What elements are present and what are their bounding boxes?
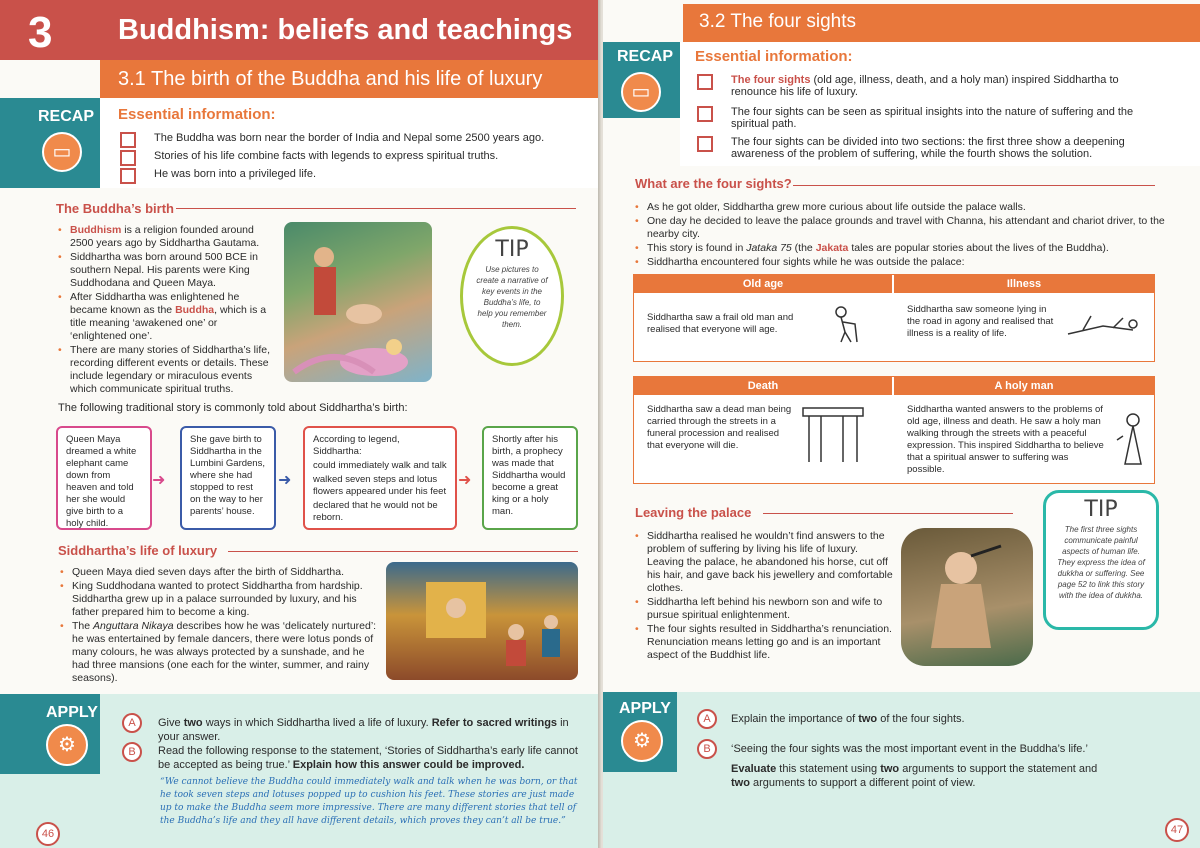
divider bbox=[793, 185, 1155, 186]
book-icon: ▭ bbox=[621, 72, 661, 112]
question-b: Read the following response to the statement, ‘Stories of Siddhartha’s early life cannot be accepted as being true.’ Explain how this answer could be improved. bbox=[158, 745, 578, 771]
arrow-icon: ➜ bbox=[152, 472, 166, 489]
recap-label: RECAP bbox=[617, 48, 674, 65]
divider bbox=[763, 513, 1013, 514]
sight-title: Illness bbox=[894, 275, 1154, 293]
tip-title: TIP bbox=[495, 237, 529, 262]
sight-title: Old age bbox=[634, 275, 892, 293]
four-sights-bullets bbox=[635, 201, 1175, 270]
renunciation-painting bbox=[901, 528, 1033, 666]
tip-text: The first three sights communicate painful aspects of human life. They express the idea of dukkha or suffering. See page 52 to link this story with the idea of dukkha. bbox=[1057, 525, 1145, 600]
gear-icon: ⚙ bbox=[46, 724, 88, 766]
funeral-icon bbox=[799, 402, 869, 466]
checkbox[interactable] bbox=[697, 136, 713, 152]
list-item: • This story is found in Jataka 75 (the Jakata tales are popular stories about the lives of the Buddha). bbox=[635, 242, 1175, 255]
birth-scene-illustration bbox=[284, 222, 432, 382]
essential-item: The four sights can be divided into two sections: the first three show a deepening awareness of the problem of suffering, while the fourth shows the solution. bbox=[697, 136, 1167, 160]
sick-person-icon bbox=[1063, 304, 1143, 344]
list-item: • There are many stories of Siddhartha’s life, recording different events or details. These include legendary or miraculous events which communicate spiritual truths. bbox=[58, 344, 273, 396]
checkbox[interactable] bbox=[120, 168, 136, 184]
palace-scene-illustration bbox=[386, 562, 578, 680]
essential-heading: Essential information: bbox=[695, 48, 853, 65]
buddha-birth-painting bbox=[284, 222, 432, 382]
page-number: 47 bbox=[1165, 818, 1189, 842]
recap-label: RECAP bbox=[38, 108, 95, 125]
list-item: • Siddhartha left behind his newborn son and wife to pursue spiritual enlightenment. bbox=[635, 596, 897, 622]
question-a-badge: A bbox=[697, 709, 717, 729]
essential-item: He was born into a privileged life. bbox=[120, 168, 580, 184]
chapter-title: Buddhism: beliefs and teachings bbox=[118, 14, 573, 46]
palace-painting bbox=[386, 562, 578, 680]
tip-text: Use pictures to create a narrative of key events in the Buddha’s life, to help you remember them. bbox=[476, 265, 548, 329]
question-a: Explain the importance of two of the four sights. bbox=[731, 713, 965, 725]
sight-title: A holy man bbox=[894, 377, 1154, 395]
sight-title: Death bbox=[634, 377, 892, 395]
book-icon: ▭ bbox=[42, 132, 82, 172]
question-a: Give two ways in which Siddhartha lived a life of luxury. Refer to sacred writings in your answer. bbox=[158, 717, 569, 743]
right-page bbox=[603, 0, 1200, 848]
essential-item: The Buddha was born near the border of India and Nepal some 2500 years ago. bbox=[120, 132, 580, 148]
legend-box: According to legend, Siddhartha: could immediately walk and talk walked seven steps and lotus flowers appeared under his feet declared that he would not be reborn. bbox=[303, 426, 457, 530]
page-number: 46 bbox=[36, 822, 60, 846]
sight-description: Siddhartha saw a dead man being carried through the streets in a funeral procession and realised that everyone will die. bbox=[647, 404, 792, 451]
divider bbox=[228, 551, 578, 552]
question-a-badge: A bbox=[122, 713, 142, 733]
story-intro: The following traditional story is commonly told about Siddhartha’s birth: bbox=[58, 402, 408, 414]
old-man-icon bbox=[829, 304, 869, 344]
checkbox[interactable] bbox=[120, 150, 136, 166]
divider bbox=[176, 208, 576, 209]
four-sights-heading: What are the four sights? bbox=[635, 176, 792, 191]
question-b-badge: B bbox=[697, 739, 717, 759]
sight-description: Siddhartha wanted answers to the problems of old age, illness and death. He saw a holy man walking through the streets with a peaceful expression. This inspired Siddhartha to believe that a spiritual answer to suffering was possible. bbox=[907, 404, 1104, 475]
arrow-icon: ➜ bbox=[458, 472, 472, 489]
section-title: 3.1 The birth of the Buddha and his life of luxury bbox=[118, 68, 543, 90]
apply-label: APPLY bbox=[619, 700, 671, 717]
list-item: • After Siddhartha was enlightened he became known as the Buddha, which is a title meaning ‘awakened one’ or ‘enlightened one’. bbox=[58, 291, 273, 343]
arrow-icon: ➜ bbox=[278, 472, 292, 489]
list-item: • Queen Maya died seven days after the birth of Siddhartha. bbox=[60, 566, 378, 579]
leaving-heading: Leaving the palace bbox=[635, 505, 752, 520]
checkbox[interactable] bbox=[120, 132, 136, 148]
essential-item: The four sights can be seen as spiritual insights into the nature of suffering and the spiritual path. bbox=[697, 106, 1167, 130]
sight-description: Siddhartha saw someone lying in the road in agony and realised that illness is a reality of life. bbox=[907, 304, 1054, 339]
question-b: ‘Seeing the four sights was the most important event in the Buddha’s life.’ Evaluate this statement using two arguments to support the statement and two arguments to support a different point of view. bbox=[731, 743, 1098, 789]
tip-bubble bbox=[1043, 490, 1159, 630]
gear-icon: ⚙ bbox=[621, 720, 663, 762]
handwritten-answer: “We cannot believe the Buddha could immediately walk and talk when he was born, or that he took seven steps and lotuses popped up to cushion his feet. These stories are just made up to make the Buddha seem more impressive. There are many different stories that tell of the Buddha’s life and they all have different details, which proves they can’t all be true.” bbox=[160, 777, 578, 826]
sight-description: Siddhartha saw a frail old man and realised that everyone will age. bbox=[647, 312, 794, 335]
luxury-bullets bbox=[60, 566, 378, 686]
holy-man-icon bbox=[1113, 410, 1153, 466]
list-item: • As he got older, Siddhartha grew more curious about life outside the palace walls. bbox=[635, 201, 1175, 214]
list-item: • One day he decided to leave the palace grounds and travel with Channa, his attendant and chariot driver, to the nearby city. bbox=[635, 215, 1175, 241]
apply-label: APPLY bbox=[46, 704, 98, 721]
essential-item: The four sights (old age, illness, death, and a holy man) inspired Siddhartha to renounce his life of luxury. bbox=[697, 74, 1167, 98]
renunciation-illustration bbox=[901, 528, 1033, 666]
leaving-bullets bbox=[635, 530, 897, 663]
list-item: • King Suddhodana wanted to protect Siddhartha from hardship. Siddhartha grew up in a palace surrounded by luxury, and his father prepared him to become a king. bbox=[60, 580, 378, 619]
checkbox[interactable] bbox=[697, 106, 713, 122]
tip-title: TIP bbox=[1084, 497, 1118, 522]
essential-heading: Essential information: bbox=[118, 106, 276, 123]
essential-item: Stories of his life combine facts with legends to express spiritual truths. bbox=[120, 150, 580, 166]
list-item: • The Anguttara Nikaya describes how he was ‘delicately nurtured’: he was entertained by female dancers, there were lotus ponds of many colours, he was always protected by a sunshade, and he had three mansions (one each for the winter, summer, and rainy seasons). bbox=[60, 620, 378, 685]
story-box: Shortly after his birth, a prophecy was made that Siddhartha would become a great king or a holy man. bbox=[482, 426, 578, 530]
checkbox[interactable] bbox=[697, 74, 713, 90]
list-item: • Siddhartha was born around 500 BCE in southern Nepal. His parents were King Suddhodana and Queen Maya. bbox=[58, 251, 273, 290]
birth-heading: The Buddha’s birth bbox=[56, 201, 174, 216]
birth-bullets bbox=[58, 224, 273, 397]
list-item: • Buddhism is a religion founded around 2500 years ago by Siddhartha Gautama. bbox=[58, 224, 273, 250]
question-b-badge: B bbox=[122, 742, 142, 762]
story-box: She gave birth to Siddhartha in the Lumbini Gardens, where she had stopped to rest on the way to her parents’ house. bbox=[180, 426, 276, 530]
story-box: Queen Maya dreamed a white elephant came down from heaven and told her she would give birth to a holy child. bbox=[56, 426, 152, 530]
list-item: • Siddhartha realised he wouldn’t find answers to the problem of suffering by living his life of luxury. Leaving the palace, he abandoned his horse, cut off his hair, and gave back his jewellery and comfortable clothes. bbox=[635, 530, 897, 595]
section-title: 3.2 The four sights bbox=[699, 11, 857, 32]
luxury-heading: Siddhartha’s life of luxury bbox=[58, 543, 218, 558]
list-item: • The four sights resulted in Siddhartha’s renunciation. Renunciation means letting go and is an important aspect of the Buddhist life. bbox=[635, 623, 897, 662]
chapter-number: 3 bbox=[28, 8, 53, 57]
tip-bubble bbox=[460, 226, 564, 366]
list-item: • Siddhartha encountered four sights while he was outside the palace: bbox=[635, 256, 1175, 269]
